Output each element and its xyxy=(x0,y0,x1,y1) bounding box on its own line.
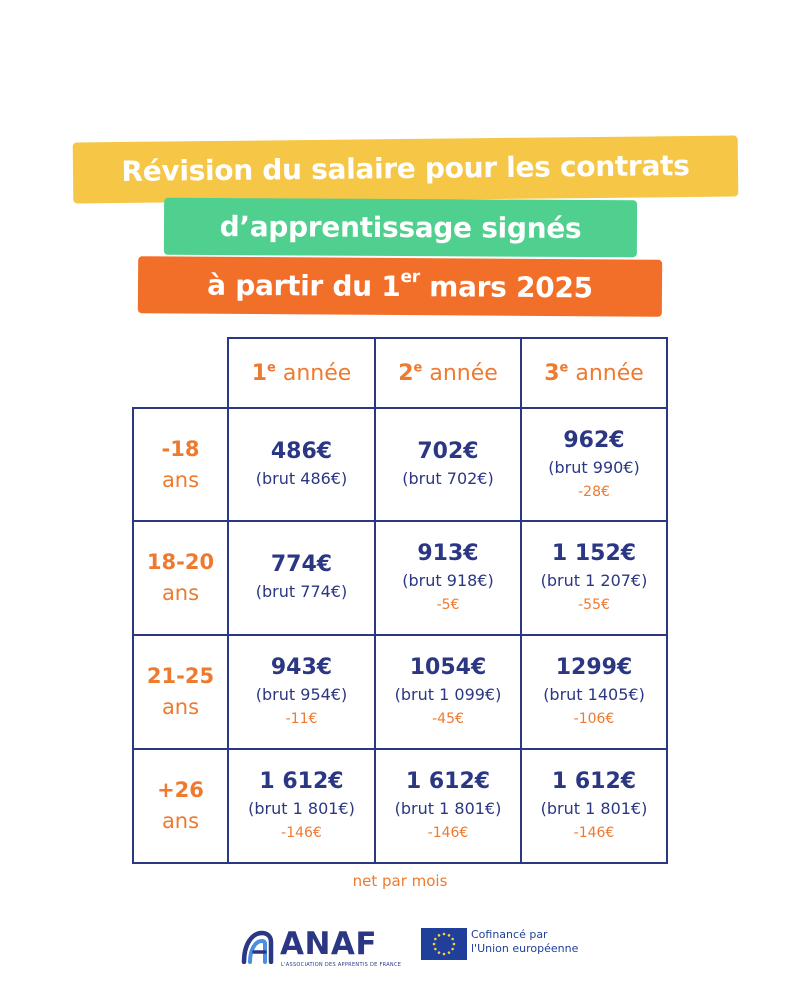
eu-star-icon xyxy=(448,951,451,954)
salary-difference: -146€ xyxy=(573,825,615,841)
eu-line-1: Cofinancé par xyxy=(471,928,548,941)
row-age-2 xyxy=(132,520,229,636)
header-year-2 xyxy=(374,337,522,409)
salary-difference: -146€ xyxy=(427,825,469,841)
net-salary: 943€ xyxy=(270,655,333,680)
salary-difference: -146€ xyxy=(281,825,322,841)
gross-salary: (brut 702€) xyxy=(402,468,494,488)
gross-salary: (brut 1 099€) xyxy=(394,685,502,704)
salary-cell xyxy=(227,634,376,750)
eu-star-icon xyxy=(434,948,437,951)
header-year-word: année xyxy=(422,360,498,386)
salary-cell xyxy=(520,407,668,522)
gross-salary: (brut 1 801€) xyxy=(394,799,502,818)
salary-cell xyxy=(374,520,522,636)
row-age-unit: ans xyxy=(161,581,200,605)
header-year-word: année xyxy=(568,360,644,386)
row-age-range: 18-20 xyxy=(146,550,215,574)
header-year-number: 3 xyxy=(544,360,560,386)
header-year-label xyxy=(544,361,644,386)
net-salary: 486€ xyxy=(270,438,333,464)
salary-difference: -106€ xyxy=(573,711,615,727)
net-salary: 774€ xyxy=(270,552,333,577)
title-line-2: d’apprentissage signés xyxy=(164,198,637,257)
eu-star-icon xyxy=(451,948,454,951)
salary-cell xyxy=(520,520,668,636)
row-age-unit: ans xyxy=(161,809,200,833)
eu-star-icon xyxy=(433,943,436,946)
gross-salary: (brut 774€) xyxy=(255,582,348,601)
eu-flag-icon xyxy=(421,928,467,960)
row-age-unit: ans xyxy=(161,467,200,492)
header-year-label xyxy=(398,361,498,386)
title-line-3-prefix: à partir du 1 xyxy=(207,268,401,304)
row-age-unit: ans xyxy=(161,695,200,719)
net-salary: 1 152€ xyxy=(551,541,637,566)
gross-salary: (brut 954€) xyxy=(255,685,348,704)
net-salary: 702€ xyxy=(417,438,479,464)
salary-cell xyxy=(374,748,522,864)
salary-difference: -28€ xyxy=(578,483,610,500)
net-salary: 1 612€ xyxy=(551,769,637,794)
anaf-logo xyxy=(240,926,402,970)
gross-salary: (brut 1 207€) xyxy=(540,571,648,590)
header-year-3 xyxy=(520,337,668,409)
header-year-number: 1 xyxy=(251,360,268,386)
row-age-1 xyxy=(132,407,229,522)
salary-cell xyxy=(227,407,376,522)
salary-cell xyxy=(227,748,376,864)
row-age-range: +26 xyxy=(157,778,204,802)
gross-salary: (brut 990€) xyxy=(548,457,640,477)
anaf-logo-icon xyxy=(240,930,274,964)
salary-cell xyxy=(374,634,522,750)
row-age-range: -18 xyxy=(161,436,200,461)
salary-difference: -45€ xyxy=(432,711,464,727)
title-line-3 xyxy=(138,256,662,317)
anaf-tagline: L'ASSOCIATION DES APPRENTIS DE FRANCE xyxy=(281,962,402,968)
gross-salary: (brut 1 801€) xyxy=(248,799,355,818)
header-year-word: année xyxy=(275,360,352,386)
row-age-3 xyxy=(132,634,229,750)
net-salary: 1 612€ xyxy=(259,769,344,794)
net-salary: 962€ xyxy=(563,427,625,453)
salary-cell xyxy=(374,407,522,522)
eu-star-icon xyxy=(438,951,441,954)
header-year-sup: e xyxy=(267,360,276,376)
eu-star-icon xyxy=(434,938,437,941)
footer xyxy=(0,924,800,974)
net-salary: 1054€ xyxy=(409,655,487,680)
eu-line-2: l'Union européenne xyxy=(471,942,579,955)
header-year-sup: e xyxy=(413,360,423,376)
title-line-3-sup: er xyxy=(400,266,420,287)
header-year-label xyxy=(252,361,352,386)
eu-cofinance-text xyxy=(471,928,578,956)
eu-star-icon xyxy=(453,943,456,946)
salary-cell xyxy=(520,634,668,750)
eu-star-icon xyxy=(443,953,446,956)
table-note: net par mois xyxy=(352,872,448,890)
net-salary: 913€ xyxy=(417,541,479,566)
net-salary: 1299€ xyxy=(555,655,633,680)
eu-star-icon xyxy=(451,938,454,941)
title-line-1: Révision du salaire pour les contrats xyxy=(73,136,739,204)
gross-salary: (brut 1 801€) xyxy=(540,799,648,818)
salary-cell xyxy=(520,748,668,864)
salary-difference: -5€ xyxy=(436,597,460,613)
eu-star-icon xyxy=(448,934,451,937)
row-age-range: 21-25 xyxy=(146,664,215,688)
row-age-4 xyxy=(132,748,229,864)
eu-star-icon xyxy=(443,933,446,936)
salary-difference: -11€ xyxy=(285,711,318,727)
eu-star-icon xyxy=(438,934,441,937)
gross-salary: (brut 486€) xyxy=(255,468,348,488)
salary-difference: -55€ xyxy=(578,597,610,613)
net-salary: 1 612€ xyxy=(405,769,491,794)
salary-cell xyxy=(227,520,376,636)
title-line-3-suffix: mars 2025 xyxy=(419,270,593,305)
gross-salary: (brut 918€) xyxy=(402,571,494,590)
header-year-sup: e xyxy=(559,360,569,376)
gross-salary: (brut 1405€) xyxy=(543,685,645,704)
header-year-1 xyxy=(227,337,376,409)
anaf-wordmark: ANAF xyxy=(280,926,378,962)
header-year-number: 2 xyxy=(398,360,414,386)
